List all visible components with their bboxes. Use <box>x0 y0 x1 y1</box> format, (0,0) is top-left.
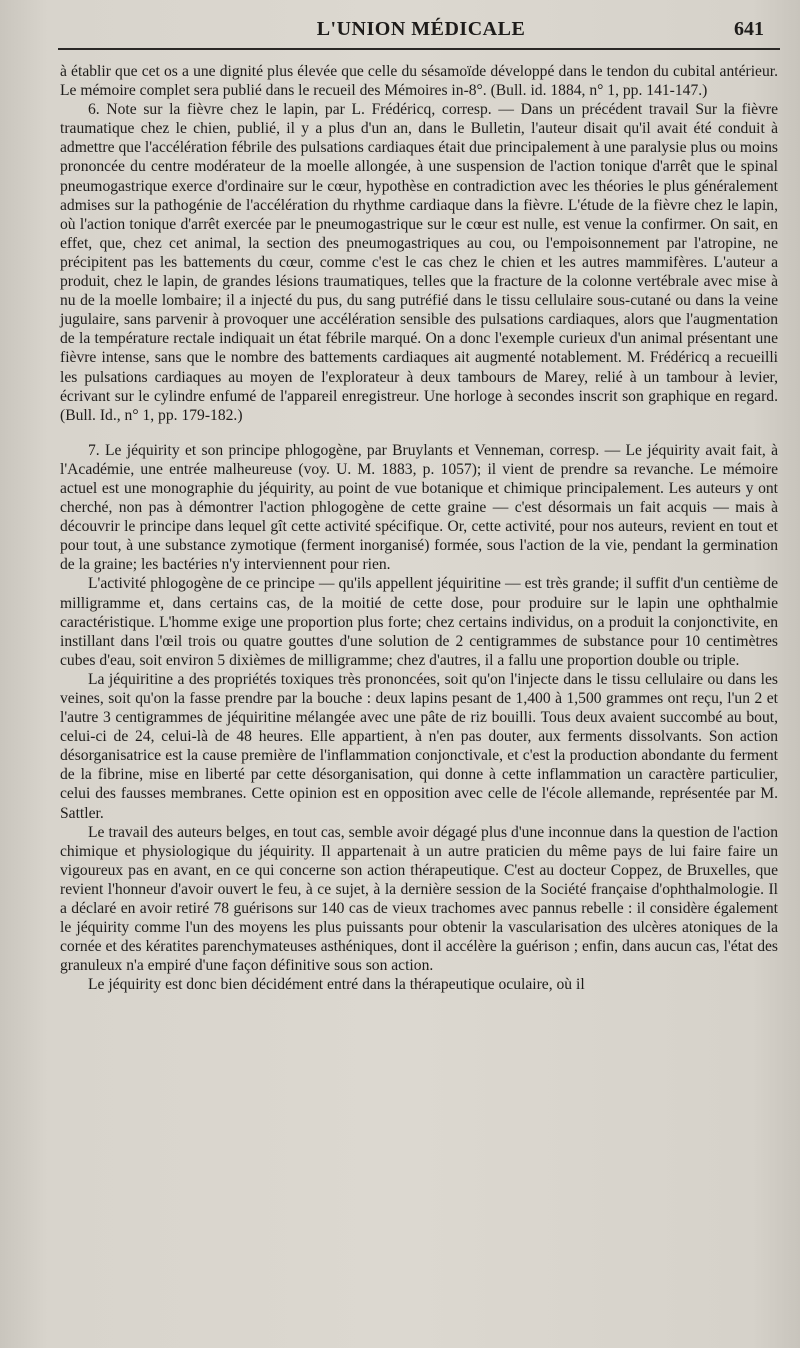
paragraph-toxic-properties: La jéquiritine a des propriétés toxiques très prononcées, soit qu'on l'injecte dans le tissu cellulaire ou dans les veines, soit qu'on la fasse prendre par la bouche : deux lapins pesant de 1,400 à 1,500 grammes ont reçu, l'un 2 et l'autre 3 centigrammes de jéquiritine mélangée avec une pâte de riz bouilli. Tous deux avaient succombé au bout, celui-ci de 24, celui-là de 48 heures. Elle appartient, à n'en pas douter, aux ferments dissolvants. Son action désorganisatrice est la cause première de l'inflammation conjonctivale, et c'est la production abondante du ferment de la fibrine, mise en liberté par cette désorganisation, qui donne à cette inflammation un caractère particulier, celui des fausses membranes. Cette opinion est en opposition avec celle de l'école allemande, représentée par M. Sattler. <box>60 670 778 822</box>
paragraph-jequirity-intro: 7. Le jéquirity et son principe phlogogène, par Bruylants et Venneman, corresp. — Le jéquirity avait fait, à l'Académie, une entrée malheureuse (voy. U. M. 1883, p. 1057); il vient de prendre sa revanche. Le mémoire actuel est une monographie du jéquirity, au point de vue botanique et chimique principalement. Les auteurs y ont cherché, non pas à démontrer l'action phlogogène de cette graine — c'est désormais un fait acquis — mais à découvrir le principe dans lequel gît cette activité spécifique. Or, cette activité, pour nos auteurs, revient en tout et pour tout, à une substance zymotique (ferment inorganisé) formée, sous l'action de la vie, pendant la germination de la graine; les bactéries n'y interviennent pour rien. <box>60 441 778 574</box>
paragraph-belgian-work: Le travail des auteurs belges, en tout cas, semble avoir dégagé plus d'une inconnue dans la question de l'action chimique et physiologique du jéquirity. Il appartenait à un autre praticien du même pays de lui faire faire un vigoureux pas en avant, en ce qui concerne son action thérapeutique. C'est au docteur Coppez, de Bruxelles, que revient l'honneur d'avoir ouvert le feu, à ce sujet, à la dernière session de la Société française d'ophthalmologie. Il a déclaré en avoir retiré 78 guérisons sur 140 cas de vieux trachomes avec pannus rebelle : il considère également le jéquirity comme l'un des moyens les plus puissants pour obtenir la vascularisation des ulcères atoniques de la cornée et des kératites parenchymateuses asthéniques, dont il accélère la guérison ; enfin, dans aucun cas, l'état des granuleux n'a empiré d'une façon définitive sous son action. <box>60 823 778 975</box>
paragraph-fever-rabbit: 6. Note sur la fièvre chez le lapin, par L. Frédéricq, corresp. — Dans un précédent travail Sur la fièvre traumatique chez le chien, publié, il y a plus d'un an, dans le Bulletin, l'auteur disait qu'il avait été conduit à admettre que l'accélération fébrile des pulsations cardiaques était due principalement à une paralysie plus ou moins prononcée du centre modérateur de la moelle allongée, à une suspension de l'action tonique d'arrêt que le spinal pneumogastrique exerce d'ordinaire sur le cœur, hypothèse en contradiction avec les théories le plus généralement admises sur la pathogénie de l'accélération du rhythme cardiaque dans la fièvre. L'étude de la fièvre chez le lapin, où l'action tonique d'arrêt exercée par le pneumogastrique sur le cœur est nulle, est venue la confirmer. On sait, en effet, que, chez cet animal, la section des pneumogastriques au cou, ou l'empoisonnement par l'atropine, ne précipitent pas les battements du cœur, comme c'est le cas chez le chien et les autres mammifères. L'auteur a produit, chez le lapin, de grandes lésions traumatiques, telles que la fracture de la colonne vertébrale avec mise à nu de la moelle lombaire; il a injecté du pus, du sang putréfié dans le tissu cellulaire sous-cutané ou dans la veine jugulaire, sans parvenir à provoquer une accélération sensible des pulsations cardiaques, alors que l'augmentation de la température rectale indiquait un état fébrile marqué. On a donc l'exemple curieux d'un animal présentant une fièvre intense, sans que le nombre des battements cardiaques ait augmenté notablement. M. Frédéricq a recueilli les pulsations cardiaques au moyen de l'explorateur à deux tambours de Marey, relié à un tambour à levier, écrivant sur le cylindre enfumé de l'appareil enregistreur. Une horloge à secondes inscrit son graphique en regard. (Bull. Id., n° 1, pp. 179-182.) <box>60 101 778 424</box>
page-number: 641 <box>734 18 764 40</box>
paragraph-continuation: à établir que cet os a une dignité plus élevée que celle du sésamoïde développé dans le tendon du cubital antérieur. Le mémoire complet sera publié dans le recueil des Mémoires in-8°. (Bull. id. 1884, n° 1, pp. 141-147.) <box>60 63 778 100</box>
header-rule <box>58 48 780 50</box>
page-header <box>60 18 782 48</box>
paragraph-closing: Le jéquirity est donc bien décidément entré dans la thérapeutique oculaire, où il <box>88 976 585 994</box>
running-title: L'UNION MÉDICALE <box>316 18 526 40</box>
article-body <box>60 62 778 995</box>
paragraph-jequiritine-activity: L'activité phlogogène de ce principe — qu'ils appellent jéquiritine — est très grande; il suffit d'un centième de milligramme et, dans certains cas, de la moitié de cette dose, pour produire sur le lapin une ophthalmie caractéristique. L'homme exige une proportion plus forte; chez certains individus, on a produit la conjonctivite, en instillant dans l'œil trois ou quatre gouttes d'une solution de 2 centigrammes de substance pour 10 centimètres cubes d'eau, soit environ 5 dixièmes de milligramme; chez d'autres, il a fallu une proportion double ou triple. <box>60 575 778 669</box>
